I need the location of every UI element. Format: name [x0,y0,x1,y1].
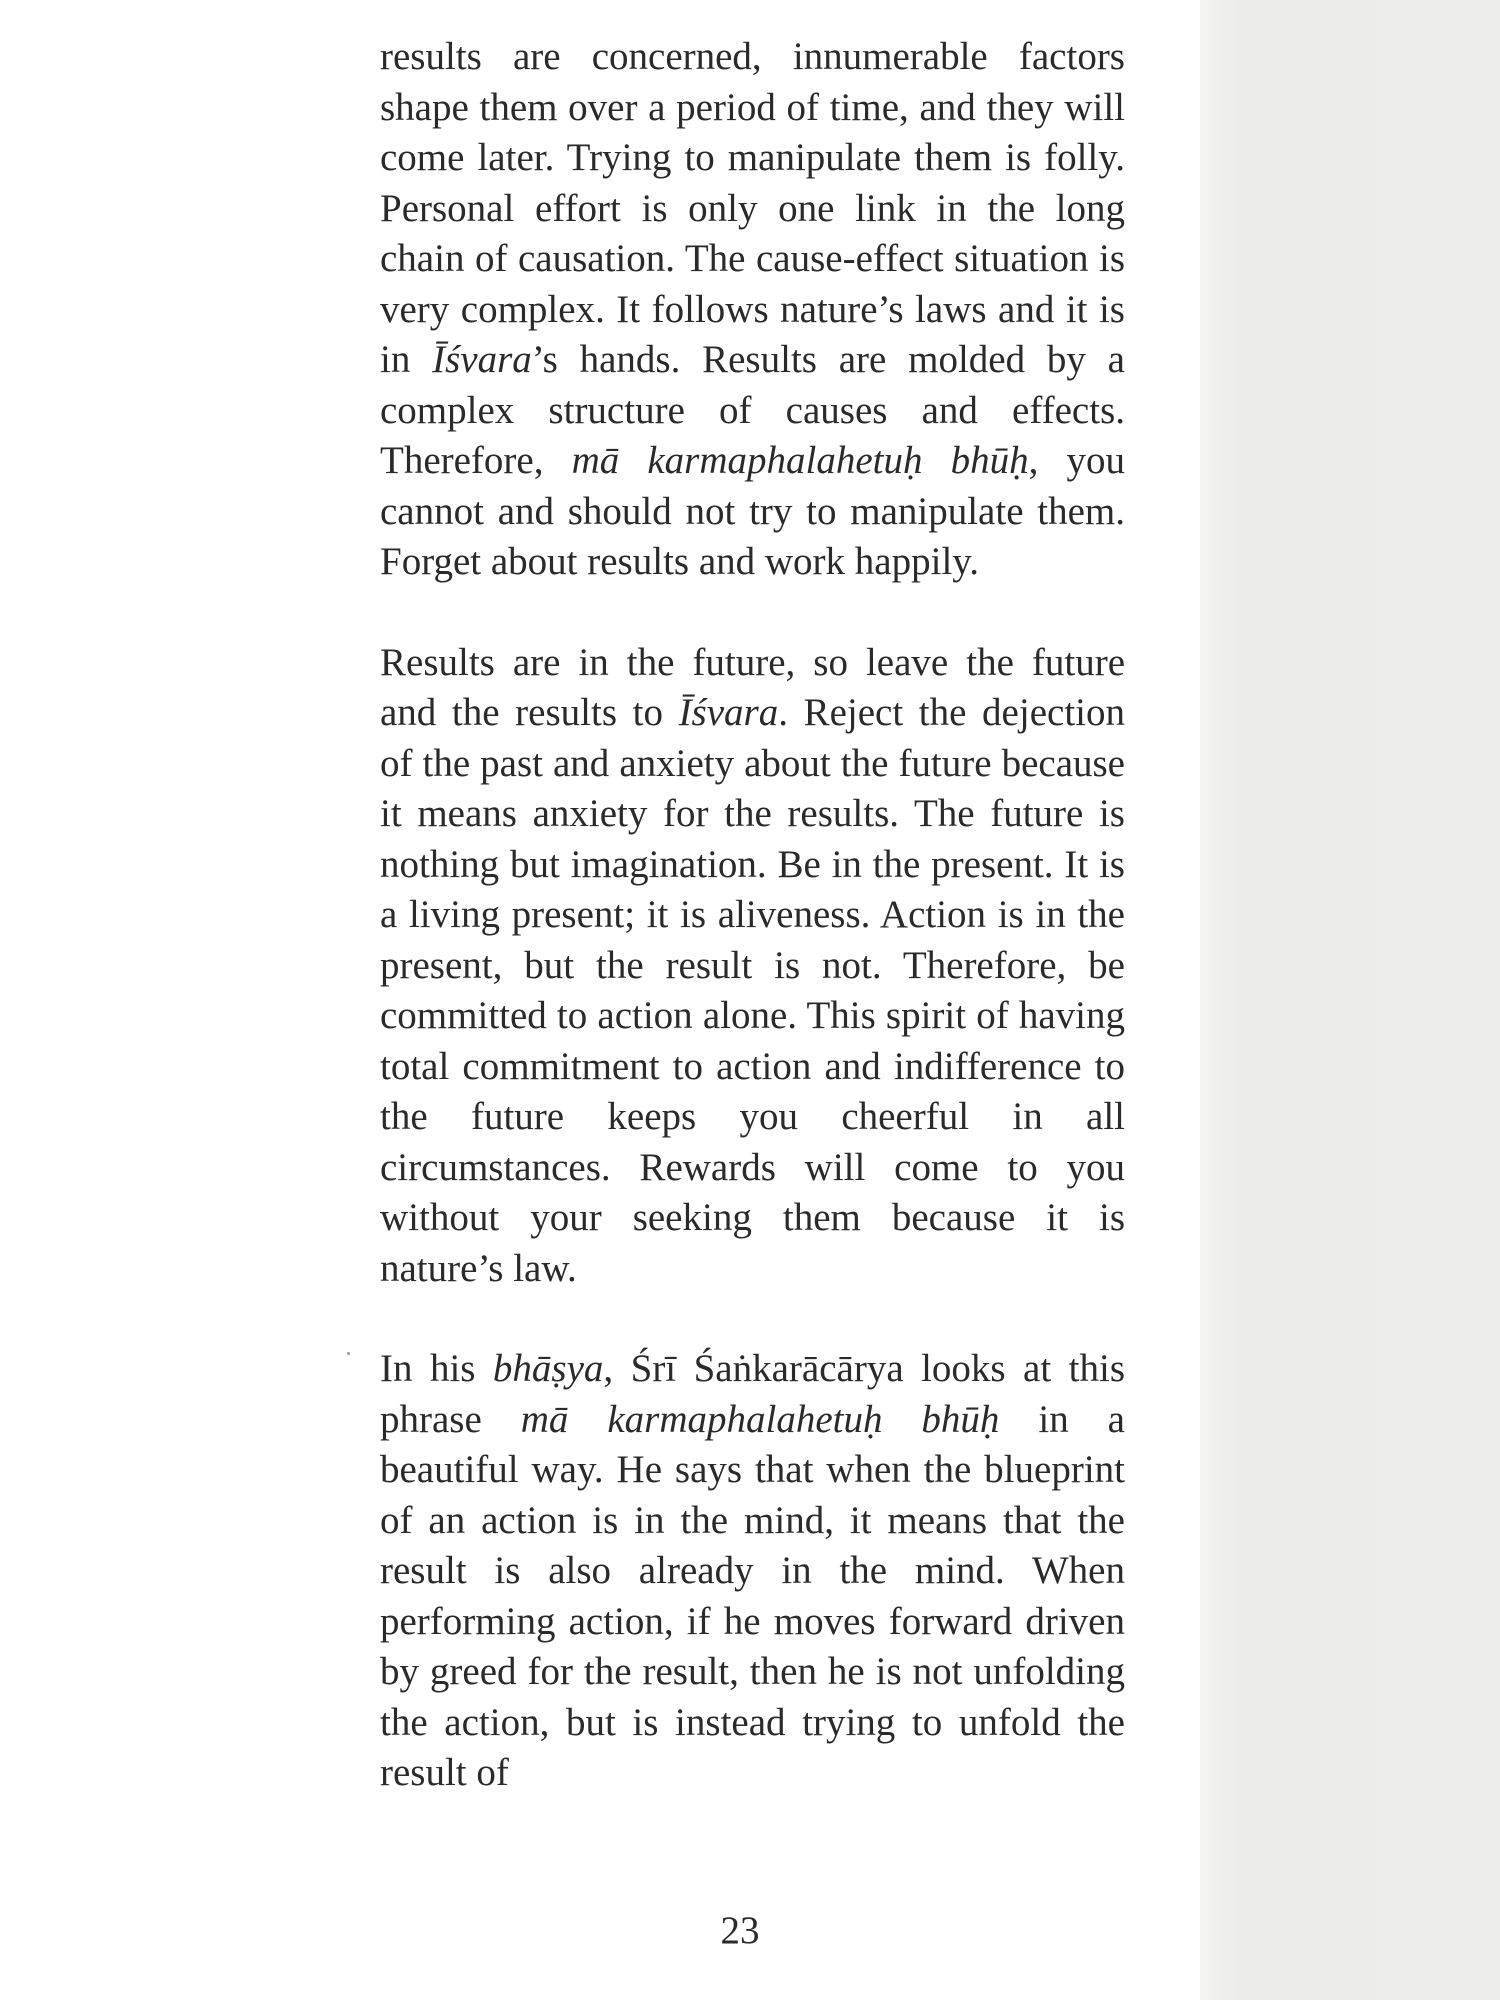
italic-term: Īśvara [432,338,532,381]
body-text [380,32,1125,1799]
text-run: , you cannot and should not try to manipulate them. Forget about results and work happily. [380,439,1126,583]
page-number-text: 23 [720,1909,760,1952]
page-edge-shadow [1200,0,1500,2000]
italic-term: Īśvara [678,691,779,734]
text-run: results are concerned, innumerable factors shape them over a period of time, and they will come later. Trying to manipulate them is folly. Personal effort is only one link in the long chain of causation. The cause-effect situation is very complex. It follows nature’s laws and it is in [380,35,1125,381]
text-run: in a beautiful way. He says that when the blueprint of an action is in the mind, it means that the result is also already in the mind. When performing action, if he moves forward driven by greed for the result, then he is not unfolding the action, but is instead trying to unfold the result of [380,1397,1125,1794]
italic-phrase: mā karmaphalahetuḥ bhūḥ [571,439,1029,482]
paragraph-1 [380,32,1125,588]
text-run: . Reject the dejection of the past and anxiety about the future because it means anxiety for the results. The future is nothing but imagination. Be in the present. It is a living present; it is aliveness. Action is in the present, but the result is not. Therefore, be committed to action alone. This spirit of having total commitment to action and indifference to the future keeps you cheerful in all circumstances. Rewards will come to you without your seeking them because it is nature’s law. [380,691,1125,1290]
text-run: Results are in the future, so leave the future and the results to [380,640,1125,734]
page-number [0,1906,1500,1956]
text-run: ’s hands. Results are molded by a complex structure of causes and effects. Therefore, [380,338,1125,482]
paragraph-2 [380,638,1125,1295]
text-run: In his [380,1347,493,1390]
paragraph-3 [380,1344,1125,1799]
text-run: , Śrī Śaṅkarācārya looks at this phrase [380,1347,1126,1441]
italic-term: bhāṣya [492,1347,604,1390]
stray-mark [347,1352,350,1355]
italic-phrase: mā karmaphalahetuḥ bhūḥ [520,1397,1000,1441]
